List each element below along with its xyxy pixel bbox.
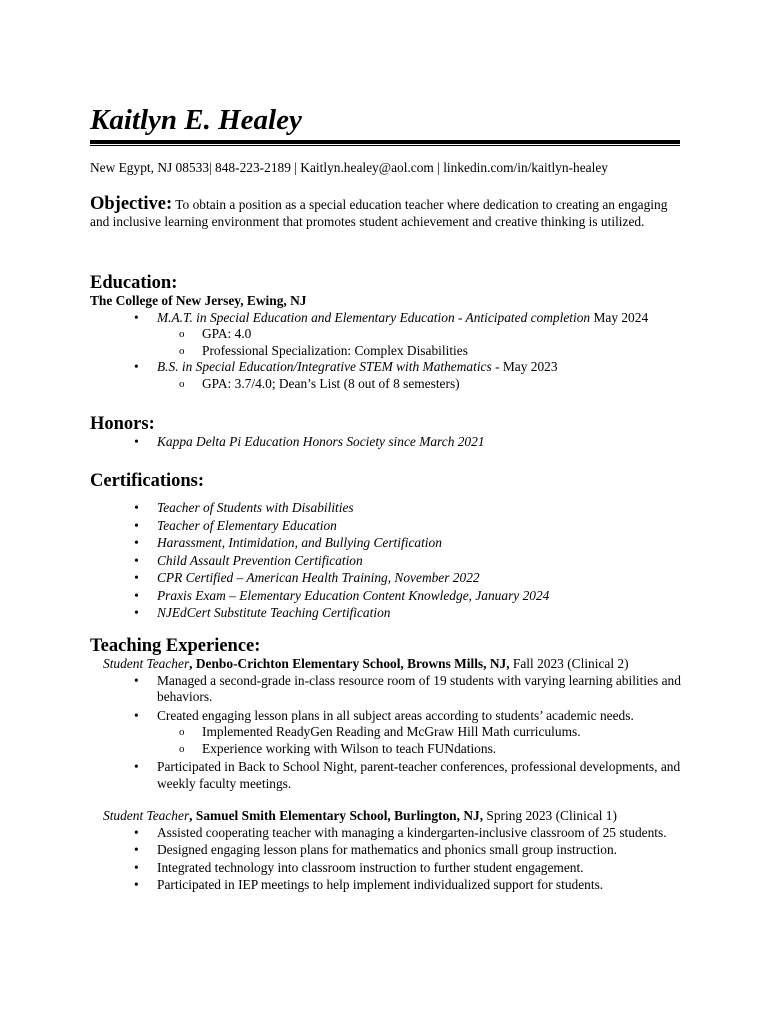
degree-date: - May 2023 <box>491 359 558 374</box>
list-item <box>90 860 690 877</box>
job-role: Student Teacher <box>103 808 190 823</box>
bullet-text: • Assisted cooperating teacher with managing a kindergarten-inclusive classroom of 25 students. <box>157 824 667 840</box>
objective-section <box>90 196 680 230</box>
list-item: • Kappa Delta Pi Education Honors Society since March 2021 <box>90 434 690 451</box>
certifications-list <box>90 499 690 622</box>
job-title-line <box>90 808 690 825</box>
list-item <box>90 673 690 706</box>
list-item <box>90 359 690 392</box>
list-item: • NJEdCert Substitute Teaching Certification <box>90 604 690 622</box>
job-date: Spring 2023 (Clinical 1) <box>483 808 617 823</box>
job-role: Student Teacher <box>103 656 190 671</box>
certifications-section <box>90 471 690 622</box>
job-bullets <box>90 673 690 793</box>
contact-line: New Egypt, NJ 08533| 848-223-2189 | Kaitlyn.healey@aol.com | linkedin.com/in/kaitlyn-healey <box>90 160 608 175</box>
header-divider-thick <box>90 140 680 144</box>
list-item <box>90 842 690 859</box>
experience-section <box>90 636 690 894</box>
list-item: o Experience working with Wilson to teach FUNdations. <box>90 741 690 758</box>
honors-section <box>90 414 690 451</box>
job-sub-bullets <box>157 724 690 757</box>
degree-details <box>157 326 690 359</box>
job-organization: , Denbo-Crichton Elementary School, Browns Mills, NJ, <box>189 656 510 671</box>
education-school: The College of New Jersey, Ewing, NJ <box>90 293 307 308</box>
bullet-text: • Created engaging lesson plans in all subject areas according to students’ academic needs. <box>157 707 634 723</box>
list-item: o Implemented ReadyGen Reading and McGraw Hill Math curriculums. <box>90 724 690 741</box>
list-item: • Teacher of Elementary Education <box>90 517 690 535</box>
bullet-text: • Designed engaging lesson plans for mathematics and phonics small group instruction. <box>157 842 618 857</box>
experience-heading: Teaching Experience: <box>90 636 261 656</box>
bullet-text: • Participated in IEP meetings to help implement individualized support for students. <box>157 877 604 892</box>
bullet-text: • Participated in Back to School Night, parent-teacher conferences, professional developments, and weekly faculty meetings. <box>157 759 681 791</box>
bullet-text: • Managed a second-grade in-class resource room of 19 students with varying learning abilities and behaviors. <box>157 672 681 704</box>
bullet-text: • Integrated technology into classroom instruction to further student engagement. <box>157 859 584 875</box>
objective-text: To obtain a position as a special education teacher where dedication to creating an engaging and inclusive learning environment that promotes student achievement and creative thinking is utilized. <box>90 197 668 229</box>
job-title-line <box>90 656 690 673</box>
job-date: Fall 2023 (Clinical 2) <box>509 656 629 671</box>
candidate-name: Kaitlyn E. Healey <box>90 104 302 136</box>
education-heading: Education: <box>90 273 178 293</box>
list-item: • Teacher of Students with Disabilities <box>90 499 690 517</box>
list-item: • Harassment, Intimidation, and Bullying Certification <box>90 534 690 552</box>
list-item: • Praxis Exam – Elementary Education Content Knowledge, January 2024 <box>90 587 690 605</box>
honors-heading: Honors: <box>90 414 155 434</box>
degree-title: M.A.T. in Special Education and Elementary Education - Anticipated completion <box>157 309 591 325</box>
degree-list <box>90 310 690 393</box>
degree-details <box>157 376 690 393</box>
list-item <box>90 708 690 758</box>
list-item <box>90 310 690 360</box>
list-item: o GPA: 4.0 <box>90 326 690 343</box>
education-section <box>90 273 690 392</box>
list-item: o Professional Specialization: Complex Disabilities <box>90 343 690 360</box>
job-organization: , Samuel Smith Elementary School, Burlington, NJ, <box>189 808 484 823</box>
list-item: o GPA: 3.7/4.0; Dean’s List (8 out of 8 semesters) <box>90 376 690 393</box>
list-item: • Child Assault Prevention Certification <box>90 552 690 570</box>
header-divider-thin <box>90 145 680 146</box>
list-item: • CPR Certified – American Health Training, November 2022 <box>90 569 690 587</box>
degree-title: B.S. in Special Education/Integrative STEM with Mathematics <box>157 359 492 374</box>
honors-list <box>90 434 690 451</box>
objective-heading: Objective: <box>90 194 173 214</box>
job-bullets <box>90 825 690 894</box>
degree-date: May 2024 <box>590 309 649 325</box>
list-item <box>90 877 690 894</box>
list-item <box>90 759 690 792</box>
list-item <box>90 825 690 842</box>
certifications-heading: Certifications: <box>90 471 205 491</box>
